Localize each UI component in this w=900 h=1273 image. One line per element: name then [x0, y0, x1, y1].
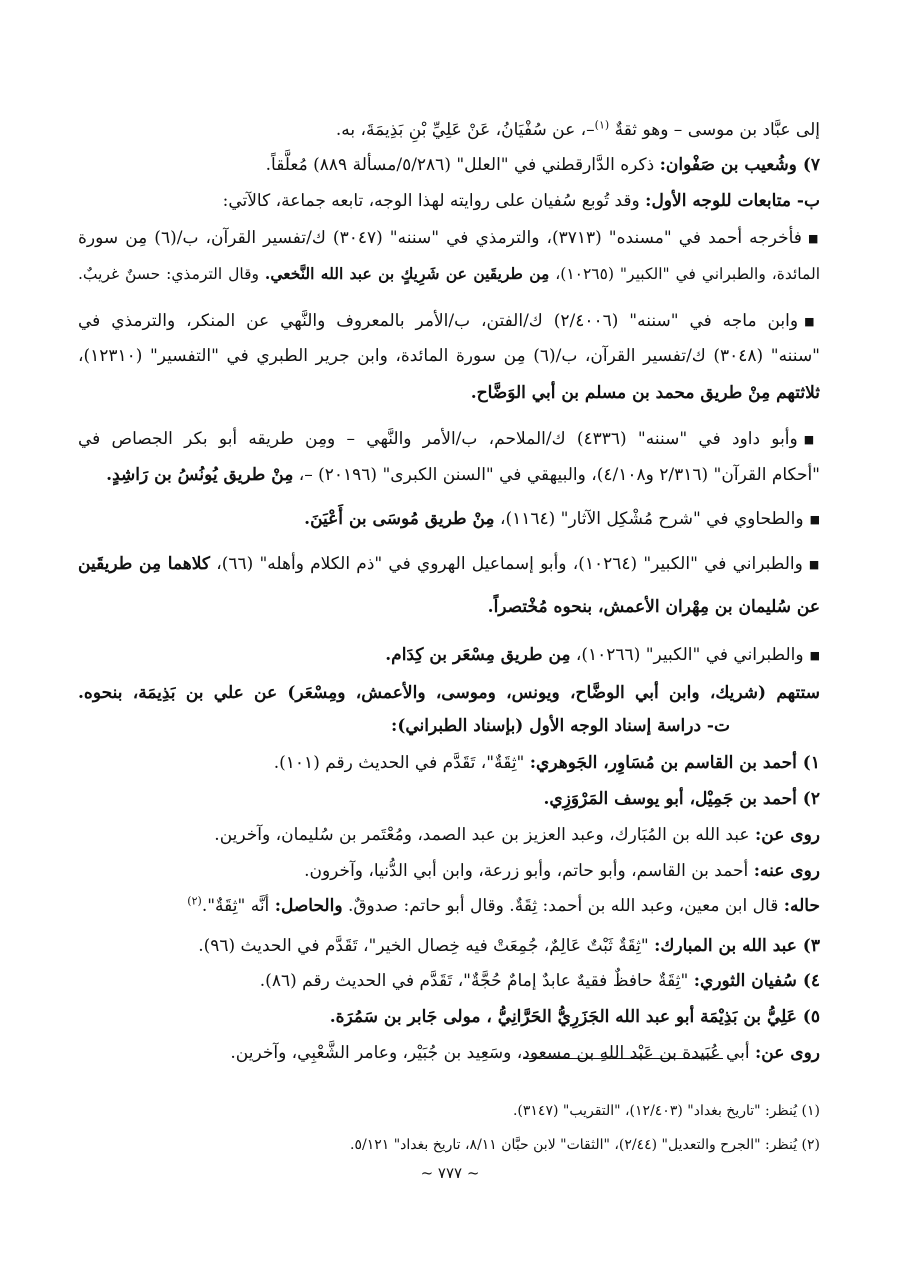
- label-conclusion: والحاصل:: [274, 896, 343, 916]
- text-segment: والطبراني في "الكبير" (١٠٢٦٦)،: [575, 645, 804, 665]
- label-narrates-from: روى عن:: [754, 825, 820, 845]
- section-heading: ت- دراسة إسناد الوجه الأول (بإسناد الطبراني):: [391, 716, 730, 736]
- chain-emphasis: مِنْ طريق مُوسَى بن أَعْيَنَ.: [304, 509, 495, 529]
- text-segment: "سننه" (٣٠٤٨) ك/تفسير القرآن، ب/(٦) مِن سورة المائدة، وابن جرير الطبري في "التفسير" (١٢٣١٠)،: [78, 346, 821, 366]
- narrator-heading: ٧) وشُعيب بن صَفْوان:: [659, 155, 820, 175]
- text-line-24: [78, 1004, 820, 1030]
- text-line-2: [78, 152, 820, 178]
- text-segment: وقال الترمذي: حسنٌ غريبٌ.: [78, 265, 259, 283]
- text-line-17: [78, 750, 820, 776]
- text-segment: "ثِقَةٌ"، تَقَدَّم في الحديث رقم (١٠١).: [273, 753, 525, 773]
- text-segment: المائدة، والطبراني في "الكبير" (١٠٢٦٥)،: [555, 265, 821, 283]
- text-line-11: [78, 506, 820, 533]
- text-line-7: [78, 343, 820, 369]
- square-bullet-icon: ■: [803, 432, 820, 446]
- square-bullet-icon: ■: [804, 314, 820, 328]
- summary-line: ستتهم (شريك، وابن أبي الوضَّاح، ويونس، وموسى، والأعمش، ومِسْعَر) عن علي بن بَذِيمَة، بنحوه.: [78, 683, 820, 703]
- label-narrated-by: روى عنه:: [753, 861, 820, 881]
- text-line-22: [78, 933, 820, 959]
- chain-emphasis: مِنْ طريق يُونُسُ بن رَاشِدٍ.: [106, 465, 294, 485]
- label-status: حاله:: [783, 896, 820, 916]
- square-bullet-icon: ■: [809, 648, 820, 662]
- narrator-heading: ٥) عَلِيُّ بن بَذِيْمَة أبو عبد الله الجَزَرِيُّ الحَرَّانِيُّ ، مولى جَابر بن سَمُرَة.: [329, 1007, 820, 1027]
- chain-emphasis: مِن طريق مِسْعَر بن كِدَام.: [385, 645, 571, 665]
- square-bullet-icon: ■: [809, 512, 820, 526]
- text-line-4: [78, 225, 820, 252]
- label-narrates-from: روى عن:: [754, 1043, 820, 1063]
- text-segment: أحمد بن القاسم، وأبو حاتم، وأبو زرعة، وابن أبي الدُّنيا، وآخرون.: [304, 861, 749, 881]
- text-line-1: [78, 117, 820, 143]
- text-segment: "ثِقَةٌ ثَبْتٌ عَالِمٌ، جُمِعَتْ فيه خِصال الخير"، تَقَدَّم في الحديث (٩٦).: [198, 936, 649, 956]
- text-segment: إلى عبَّاد بن موسى – وهو ثقةٌ: [614, 120, 820, 140]
- text-line-9: [78, 426, 820, 453]
- text-line-18: [78, 786, 820, 812]
- text-line-13: [78, 594, 820, 620]
- narrator-heading: ٢) أحمد بن جَمِيْل، أبو يوسف المَرْوَزِي.: [543, 789, 820, 809]
- footnote-2: (٢) يُنظر: "الجرح والتعديل" (٢/٤٤)، "الثقات" لابن حبَّان ٨/١١، تاريخ بغداد" ٥/١٢١.: [350, 1137, 820, 1153]
- text-segment: وأبو داود في "سننه" (٤٣٣٦) ك/الملاحم، ب/الأمر والنَّهي – ومِن طريقه أبو بكر الجصاص في: [78, 429, 798, 449]
- square-bullet-icon: ■: [807, 231, 820, 245]
- text-segment: "ثِقَةٌ حافظٌ فقيهٌ عابدٌ إمامٌ حُجَّةٌ"، تَقَدَّم في الحديث رقم (٨٦).: [259, 971, 689, 991]
- narrator-heading: ٣) عبد الله بن المبارك:: [654, 936, 820, 956]
- narrator-heading: ١) أحمد بن القاسم بن مُسَاوِر، الجَوهري:: [529, 753, 820, 773]
- text-segment: والطبراني في "الكبير" (١٠٢٦٤)، وأبو إسماعيل الهروي في "ذم الكلام وأهله" (٦٦)،: [216, 554, 803, 574]
- text-line-25: [78, 1040, 820, 1066]
- text-segment: ذكره الدَّارقطني في "العلل" (٥/٢٨٦/مسألة ٨٨٩) مُعلَّقاً.: [265, 155, 655, 175]
- footnote-separator: [523, 1058, 723, 1059]
- text-line-3: [78, 188, 820, 214]
- text-line-20: [78, 858, 820, 884]
- footnote-1: (١) يُنظر: "تاريخ بغداد" (١٢/٤٠٣)، "التقريب" (٣١٤٧).: [512, 1103, 820, 1119]
- text-segment: وابن ماجه في "سننه" (٢/٤٠٠٦) ك/الفتن، ب/الأمر بالمعروف والنَّهي عن المنكر، والترمذي في: [78, 311, 799, 331]
- text-line-14: [78, 642, 820, 669]
- chain-emphasis: ثلاثتهم مِنْ طريق محمد بن مسلم بن أبي الوَضَّاح.: [470, 383, 820, 403]
- text-line-23: [78, 968, 820, 994]
- footnote-ref-2[interactable]: (٢): [187, 894, 202, 908]
- chain-emphasis: عن سُليمان بن مِهْران الأعمش، بنحوه مُخْتصراً.: [487, 597, 820, 617]
- section-heading: ب- متابعات للوجه الأول:: [645, 191, 820, 211]
- text-segment: "أحكام القرآن" (٢/٣١٦ و٤/١٠٨)، والبيهقي في "السنن الكبرى" (٢٠١٩٦) –،: [298, 465, 820, 485]
- chain-emphasis: مِن طريقَين عن شَرِيكٍ بن عبد الله النَّخعي.: [264, 264, 550, 283]
- text-segment: أنَّه "ثِقَةٌ".: [201, 896, 270, 916]
- footnote-ref-1[interactable]: (١): [594, 118, 610, 132]
- text-segment: والطحاوي في "شرح مُشْكِل الآثار" (١١٦٤)،: [499, 509, 804, 529]
- text-line-19: [78, 822, 820, 848]
- text-line-10: [78, 462, 820, 488]
- page-number: ~ ٧٧٧ ~: [420, 1164, 480, 1182]
- narrator-heading: ٤) سُفيان الثوري:: [693, 971, 820, 991]
- text-line-15: [78, 680, 820, 706]
- text-line-16: [78, 713, 730, 739]
- text-segment: فأخرجه أحمد في "مسنده" (٣٧١٣)، والترمذي في "سننه" (٣٠٤٧) ك/تفسير القرآن، ب/(٦) مِن سورة: [78, 228, 802, 248]
- text-segment: وقد تُوبع سُفيان على روايته لهذا الوجه، تابعه جماعة، كالآتي:: [222, 191, 640, 211]
- square-bullet-icon: ■: [808, 557, 821, 571]
- text-line-21: [78, 893, 820, 919]
- text-line-6: [78, 308, 820, 335]
- chain-emphasis: كلاهما مِن طريقَين: [78, 554, 211, 574]
- text-segment: أبي عُبَيدة بن عَبْد اللهِ بن مسعود، وسَعِيد بن جُبَيْر، وعامر الشَّعْبِي، وآخرين.: [230, 1043, 750, 1063]
- text-line-8: [78, 380, 820, 406]
- text-segment: قال ابن معين، وعبد الله بن أحمد: ثِقَةٌ. وقال أبو حاتم: صدوقٌ.: [347, 896, 779, 916]
- text-segment: عبد الله بن المُبَارك، وعبد العزيز بن عبد الصمد، ومُعْتَمر بن سُليمان، وآخرين.: [214, 825, 750, 845]
- text-line-12: [78, 551, 820, 578]
- text-line-5: [78, 261, 820, 287]
- text-segment: –، عن سُفْيَانُ، عَنْ عَلِيِّ بْنِ بَذِيمَةَ، به.: [335, 120, 595, 140]
